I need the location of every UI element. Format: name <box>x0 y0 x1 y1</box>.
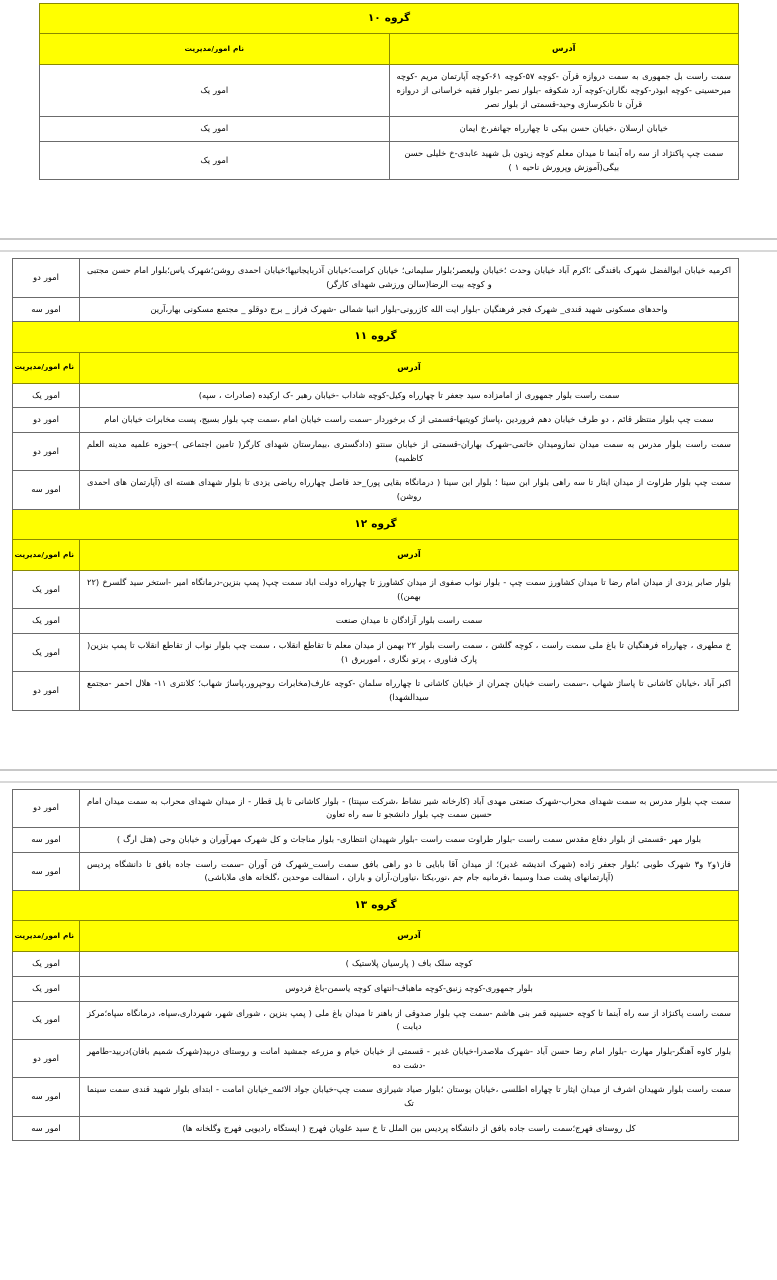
table-row <box>13 852 739 890</box>
address-cell: کل روستای فهرج؛سمت راست جاده بافق از دانشگاه پردیس بین الملل تا خ سید علویان فهرج ( ایستگاه رادیویی فهرج وگلخانه ها) <box>80 1116 739 1141</box>
address-cell: اکبر آباد ،خیابان کاشانی تا پاساژ شهاب ،-سمت راست خیابان چمران از خیابان کاشانی تا چهارراه سلمان -کوچه عارف(مخابرات روحپرور،پاساژ شهاب؛ کلانتری ۱۱- هلال احمر -مجتمع سیدالشهدا) <box>80 672 739 710</box>
table-row <box>13 609 739 634</box>
column-header-address: آدرس <box>80 539 739 570</box>
column-header-row <box>40 34 739 65</box>
table-row <box>13 672 739 710</box>
name-cell: امور دو <box>13 789 80 827</box>
document-page-1 <box>0 0 777 238</box>
name-cell: امور دو <box>13 259 80 297</box>
group-title-row <box>13 509 739 539</box>
table-row <box>13 570 739 608</box>
name-cell: امور سه <box>13 828 80 853</box>
name-cell: امور سه <box>13 471 80 509</box>
address-table-group-13 <box>12 789 739 1142</box>
column-header-address: آدرس <box>80 352 739 383</box>
address-table-continued <box>12 258 739 710</box>
table-row <box>13 952 739 977</box>
name-cell: امور یک <box>13 383 80 408</box>
name-cell: امور یک <box>13 952 80 977</box>
name-cell: امور یک <box>40 117 390 142</box>
address-cell: واحدهای مسکونی شهید قندی_ شهرک فجر فرهنگیان -بلوار ایت الله کازرونی-بلوار انبیا شمالی -شهرک فراز _ برج دوقلو _ مجتمع مسکونی بهار،آرین <box>80 297 739 322</box>
group-title-cell: گروه ۱۳ <box>13 891 739 921</box>
table-row <box>13 1116 739 1141</box>
document-page-3 <box>0 783 777 1164</box>
column-header-name: نام امور/مدیریت <box>13 352 80 383</box>
group-title-cell: گروه ۱۰ <box>40 4 739 34</box>
address-cell: سمت راست بلوار جمهوری از امامزاده سید جعفر تا چهارراه وکیل-کوچه شاداب -خیابان رهبر -ک ارکیده (صادرات ، سپه) <box>80 383 739 408</box>
column-header-address: آدرس <box>389 34 739 65</box>
address-cell: کوچه سلک باف ( پارسیان پلاستیک ) <box>80 952 739 977</box>
table-row <box>13 828 739 853</box>
table-row <box>40 141 739 179</box>
group-title-cell: گروه ۱۲ <box>13 509 739 539</box>
table-row <box>13 297 739 322</box>
table-row <box>40 65 739 117</box>
address-cell: سمت راست بلوار آزادگان تا میدان صنعت <box>80 609 739 634</box>
table-row <box>13 259 739 297</box>
address-cell: سمت چپ بلوار طراوت از میدان ایثار تا سه راهی بلوار ابن سینا ؛ بلوار ابن سینا ( درمانگاه بقایی پور)_حد فاصل چهارراه ریاضی یزدی تا بلوار شهدای هسته ای (آپارتمان های احمدی روشن) <box>80 471 739 509</box>
table-row <box>13 471 739 509</box>
address-cell: سمت راست بل جمهوری به سمت دروازه قرآن -کوچه ۵۷-کوچه ۶۱-کوچه آپارتمان مریم -کوچه میرحسینی -کوچه ابوذر-کوچه نگاران-کوچه آرد شکوفه -بلوار نصر -بلوار فقیه خراسانی از دروازه قرآن تا تانکرسازی وحید-قسمتی از بلوار نصر <box>389 65 739 117</box>
group-title-row <box>40 4 739 34</box>
name-cell: امور یک <box>40 141 390 179</box>
column-header-name: نام امور/مدیریت <box>40 34 390 65</box>
table-row <box>13 1078 739 1116</box>
group-title-cell: گروه ۱۱ <box>13 322 739 352</box>
name-cell: امور یک <box>13 570 80 608</box>
address-cell: بلوار کاوه آهنگر-بلوار مهارت -بلوار امام رضا حسن آباد -شهرک ملاصدرا-خیابان غدیر - قسمتی از خیابان خیام و مزرعه جمشید امانت و روستای دربید(شهرک شمیم بافان)دربید-طامهر -دشت ده <box>80 1040 739 1078</box>
name-cell: امور دو <box>13 672 80 710</box>
address-cell: سمت راست بلوار مدرس به سمت میدان نمازومیدان خاتمی-شهرک بهاران-قسمتی از خیابان سنتو (دادگستری ،بیمارستان شهدای کارگر( تامین اجتماعی )-حوزه علمیه مدینه العلم کاظمیه) <box>80 432 739 470</box>
name-cell: امور یک <box>13 633 80 671</box>
address-cell: بلوار جمهوری-کوچه زنبق-کوچه ماهباف-انتهای کوچه یاسمن-باغ فردوس <box>80 976 739 1001</box>
address-cell: سمت راست بلوار شهیدان اشرف از میدان ایثار تا چهاراه اطلسی ،خیابان بوستان ؛بلوار صیاد شیرازی سمت چپ-خیابان جواد الائمه_خیابان امامت - ابتدای بلوار شهید قندی سمت سینما تک <box>80 1078 739 1116</box>
page-bottom-space <box>0 1141 777 1163</box>
address-cell: اکرمیه خیابان ابوالفضل شهرک بافندگی ؛اکرم آباد خیابان وحدت ؛خیابان ولیعصر؛بلوار سلیمانی؛ خیابان کرامت؛خیابان آذربایجانیها؛خیابان احمدی روشن؛شهرک یاس؛بلوار امام حسن مجتبی و کوچه بیت الرضا(سالن ورزشی شهدای کارگر) <box>80 259 739 297</box>
column-header-address: آدرس <box>80 921 739 952</box>
page-bottom-space <box>0 180 777 238</box>
address-cell: سمت چپ پاکنژاد از سه راه آبنما تا میدان معلم کوچه زیتون بل شهید عابدی-خ خلیلی حسن بیگی(آموزش وپرورش ناحیه ۱ ) <box>389 141 739 179</box>
address-cell: بلوار مهر -قسمتی از بلوار دفاع مقدس سمت راست -بلوار طراوت سمت راست -بلوار شهیدان انتظاری- بلوار مناجات و کل شهرک مهرآوران و خیابان وحی (هتل ارگ ) <box>80 828 739 853</box>
group-title-row <box>13 322 739 352</box>
table-row <box>40 117 739 142</box>
address-table-group-10 <box>39 3 739 180</box>
column-header-row <box>13 539 739 570</box>
table-row <box>13 633 739 671</box>
address-cell: سمت چپ بلوار منتظر قائم ، دو طرف خیابان دهم فروردین ،پاساژ کویتیها-قسمتی از ک برخوردار -سمت راست خیابان امام ،سمت چپ بلوار بسیج، پست مخابرات خیابان امام <box>80 408 739 433</box>
name-cell: امور یک <box>13 976 80 1001</box>
column-header-name: نام امور/مدیریت <box>13 539 80 570</box>
column-header-row <box>13 352 739 383</box>
table-row <box>13 383 739 408</box>
name-cell: امور دو <box>13 1040 80 1078</box>
group-title-row <box>13 891 739 921</box>
address-cell: سمت راست پاکنژاد از سه راه آبنما تا کوچه حسینیه قمر بنی هاشم -سمت چپ بلوار صدوقی از باهنر تا میدان باغ ملی ( پمپ بنزین ، شورای شهر، شهرداری،سپاه، درمانگاه سپاه؛مرکز دیابت ) <box>80 1001 739 1039</box>
column-header-name: نام امور/مدیریت <box>13 921 80 952</box>
table-row <box>13 408 739 433</box>
table-row <box>13 1001 739 1039</box>
name-cell: امور سه <box>13 852 80 890</box>
address-cell: خ مطهری ، چهارراه فرهنگیان تا باغ ملی سمت راست ، کوچه گلشن ، سمت راست بلوار ۲۲ بهمن از میدان معلم تا تقاطع انقلاب ، سمت چپ بلوار نواب از تقاطع انقلاب تا پمپ بنزین( پارک فناوری ، پرتو نگاری ، اموربرق ۱) <box>80 633 739 671</box>
table-row <box>13 976 739 1001</box>
name-cell: امور سه <box>13 297 80 322</box>
name-cell: امور سه <box>13 1116 80 1141</box>
name-cell: امور یک <box>13 609 80 634</box>
document-page-2 <box>0 252 777 768</box>
address-cell: سمت چپ بلوار مدرس به سمت شهدای محراب-شهرک صنعتی مهدی آباد (کارخانه شیر نشاط ،شرکت سپنتا) - بلوار کاشانی تا پل قطار - از میدان شهدای محراب به سمت میدان امام حسین سمت چپ بلوار دانشجو تا سه راه تعاون <box>80 789 739 827</box>
address-cell: خیابان ارسلان ،خیابان حسن بیکی تا چهارراه جهانفر،خ ایمان <box>389 117 739 142</box>
address-cell: فاز۱و۲ و۳ شهرک طوبی ؛بلوار جعفر زاده (شهرک اندیشه غدیر)؛ از میدان آقا بابایی تا دو راهی بافق سمت راست_شهرک فن آوران -سمت راست جاده بافق تا دانشگاه پردیس (آپارتمانهای پشت صدا وسیما ،فرمانیه جام جم ،نور،یکتا ،نیاوران،آران و باران ، اسفالت موحدین ،گلخانه های ملاباشی) <box>80 852 739 890</box>
page-break-2 <box>0 769 777 783</box>
name-cell: امور دو <box>13 408 80 433</box>
name-cell: امور یک <box>40 65 390 117</box>
name-cell: امور یک <box>13 1001 80 1039</box>
page-break-1 <box>0 238 777 252</box>
page-bottom-space <box>0 711 777 769</box>
table-row <box>13 789 739 827</box>
address-cell: بلوار صابر یزدی از میدان امام رضا تا میدان کشاورز سمت چپ - بلوار نواب صفوی از میدان کشاورز تا چهارراه دولت اباد سمت چپ( پمپ بنزین-درمانگاه امیر -استخر سید گلسرخ (۲۲ بهمن)) <box>80 570 739 608</box>
name-cell: امور سه <box>13 1078 80 1116</box>
table-row <box>13 1040 739 1078</box>
table-row <box>13 432 739 470</box>
name-cell: امور دو <box>13 432 80 470</box>
column-header-row <box>13 921 739 952</box>
